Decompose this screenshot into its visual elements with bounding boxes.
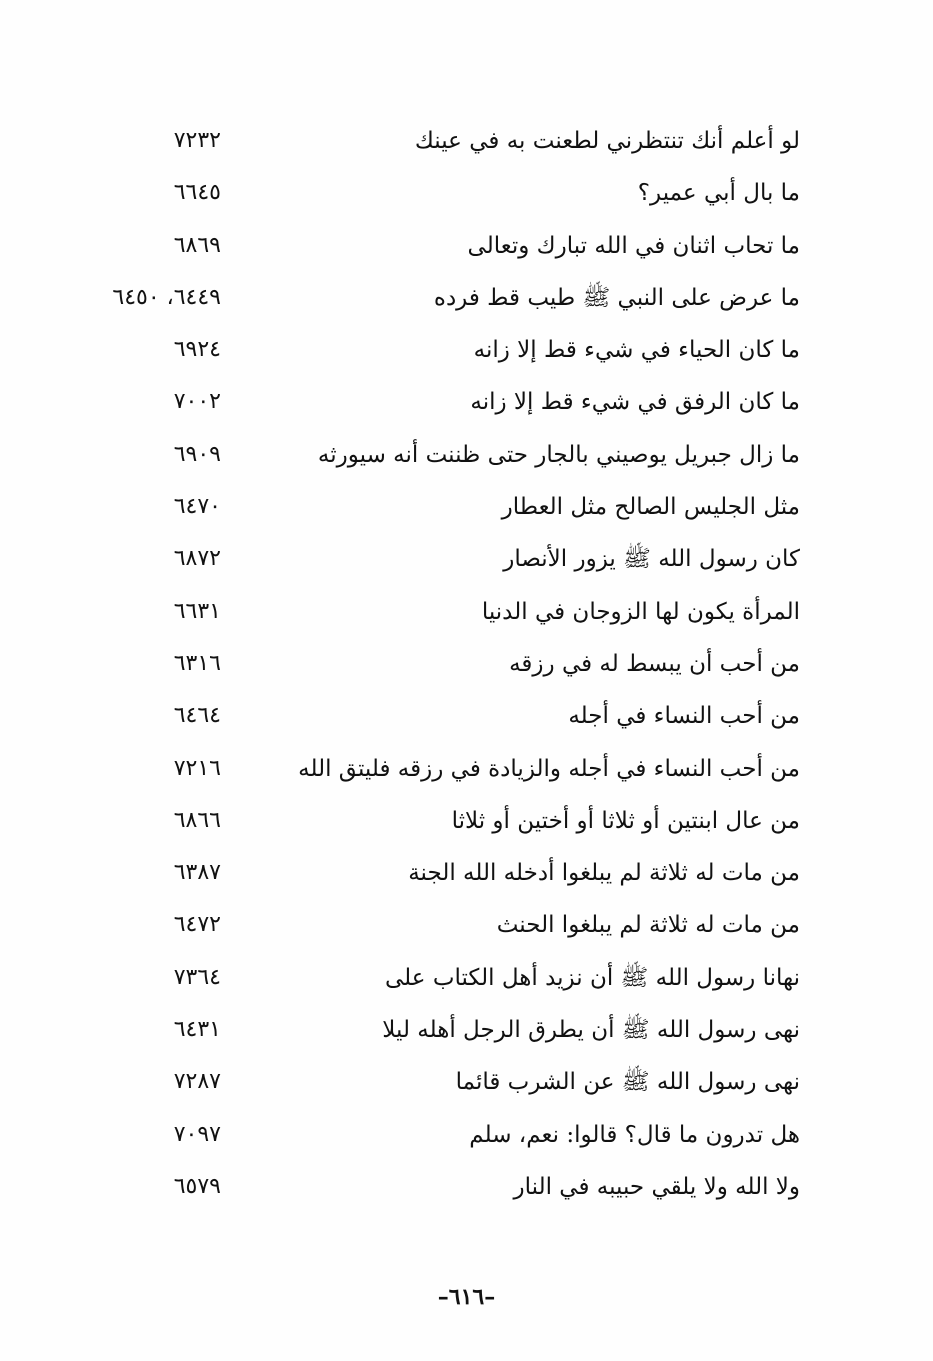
index-entry xyxy=(0,327,933,379)
entry-reference-number: ٧٢١٦ xyxy=(173,755,221,781)
entry-reference-number: ٦٤٦٤ xyxy=(173,703,221,729)
entry-reference-number: ٦٣٨٧ xyxy=(173,860,221,886)
entry-reference-number: ٧٢٣٢ xyxy=(173,128,221,153)
entry-reference-number: ٦٤٣١ xyxy=(173,1017,221,1043)
page-number: –٦١٦– xyxy=(437,1284,496,1310)
entry-reference-number: ٦٣١٦ xyxy=(173,650,221,676)
entry-reference-number: ٦٨٦٦ xyxy=(173,807,221,833)
entry-text: مثل الجليس الصالح مثل العطار xyxy=(501,494,800,521)
entry-text: كان رسول الله ﷺ يزور الأنصار xyxy=(503,546,800,573)
index-entry xyxy=(0,170,933,222)
entry-reference-number: ٦٥٧٩ xyxy=(173,1173,221,1199)
entry-text: هل تدرون ما قال؟ قالوا: نعم، سلم xyxy=(469,1121,800,1148)
entry-text: نهى رسول الله ﷺ أن يطرق الرجل أهله ليلا xyxy=(382,1017,800,1044)
entry-text: ما عرض على النبي ﷺ طيب قط فرده xyxy=(433,284,800,311)
index-entry xyxy=(0,118,933,170)
entry-text: ولا الله ولا يلقي حبيبه في النار xyxy=(513,1173,800,1200)
entry-text: من عال ابنتين أو ثلاثا أو أختين أو ثلاثا xyxy=(451,807,800,834)
entry-text: من أحب أن يبسط له في رزقه xyxy=(509,650,800,677)
entry-reference-number: ٧٠٠٢ xyxy=(173,389,221,415)
entry-reference-number: ٦٨٧٢ xyxy=(173,546,221,572)
entry-text: ما زال جبريل يوصيني بالجار حتى ظننت أنه سيورثه xyxy=(317,441,800,468)
entry-text: من مات له ثلاثة لم يبلغوا أدخله الله الجنة xyxy=(408,860,800,887)
entry-reference-number: ٦٩٢٤ xyxy=(173,337,221,363)
entry-text: ما بال أبي عمير؟ xyxy=(637,180,800,207)
entry-text: المرأة يكون لها الزوجان في الدنيا xyxy=(481,598,800,625)
index-entry xyxy=(0,1112,933,1164)
entry-reference-number: ٦٦٤٥ xyxy=(173,180,221,206)
index-entry xyxy=(0,1059,933,1111)
entry-reference-number: ٦٨٦٩ xyxy=(173,232,221,258)
index-entry xyxy=(0,275,933,327)
entry-text: نهانا رسول الله ﷺ أن نزيد أهل الكتاب على xyxy=(385,964,800,991)
index-entry xyxy=(0,850,933,902)
index-entry xyxy=(0,484,933,536)
entry-text: ما كان الرفق في شيء قط إلا زانه xyxy=(470,389,800,416)
index-entry xyxy=(0,798,933,850)
index-entry xyxy=(0,589,933,641)
index-entry xyxy=(0,379,933,431)
entry-reference-number: ٦٦٣١ xyxy=(173,598,221,624)
index-entry xyxy=(0,693,933,745)
entry-reference-number: ٦٤٧٠ xyxy=(173,494,221,520)
entry-reference-number: ٦٩٠٩ xyxy=(173,441,221,467)
entry-text: لو أعلم أنك تنتظرني لطعنت به في عينك xyxy=(414,128,800,154)
index-entry xyxy=(0,1164,933,1216)
index-entry xyxy=(0,432,933,484)
index-entry xyxy=(0,223,933,275)
entry-text: نهى رسول الله ﷺ عن الشرب قائما xyxy=(455,1069,800,1096)
entry-text: من أحب النساء في أجله xyxy=(568,703,800,730)
hadith-index-list xyxy=(0,118,933,1216)
entry-text: من مات له ثلاثة لم يبلغوا الحنث xyxy=(496,912,800,939)
entry-text: ما كان الحياء في شيء قط إلا زانه xyxy=(473,337,800,364)
index-entry xyxy=(0,902,933,954)
index-entry xyxy=(0,955,933,1007)
entry-text: من أحب النساء في أجله والزيادة في رزقه فليتق الله xyxy=(298,755,800,782)
index-entry xyxy=(0,1007,933,1059)
index-entry xyxy=(0,746,933,798)
index-entry xyxy=(0,641,933,693)
entry-reference-number: ٦٤٤٩، ٦٤٥٠ xyxy=(112,284,221,310)
entry-text: ما تحاب اثنان في الله تبارك وتعالى xyxy=(467,232,800,259)
entry-reference-number: ٧٢٨٧ xyxy=(173,1069,221,1095)
entry-reference-number: ٧٠٩٧ xyxy=(173,1121,221,1147)
index-entry xyxy=(0,536,933,588)
entry-reference-number: ٦٤٧٢ xyxy=(173,912,221,938)
entry-reference-number: ٧٣٦٤ xyxy=(173,964,221,990)
